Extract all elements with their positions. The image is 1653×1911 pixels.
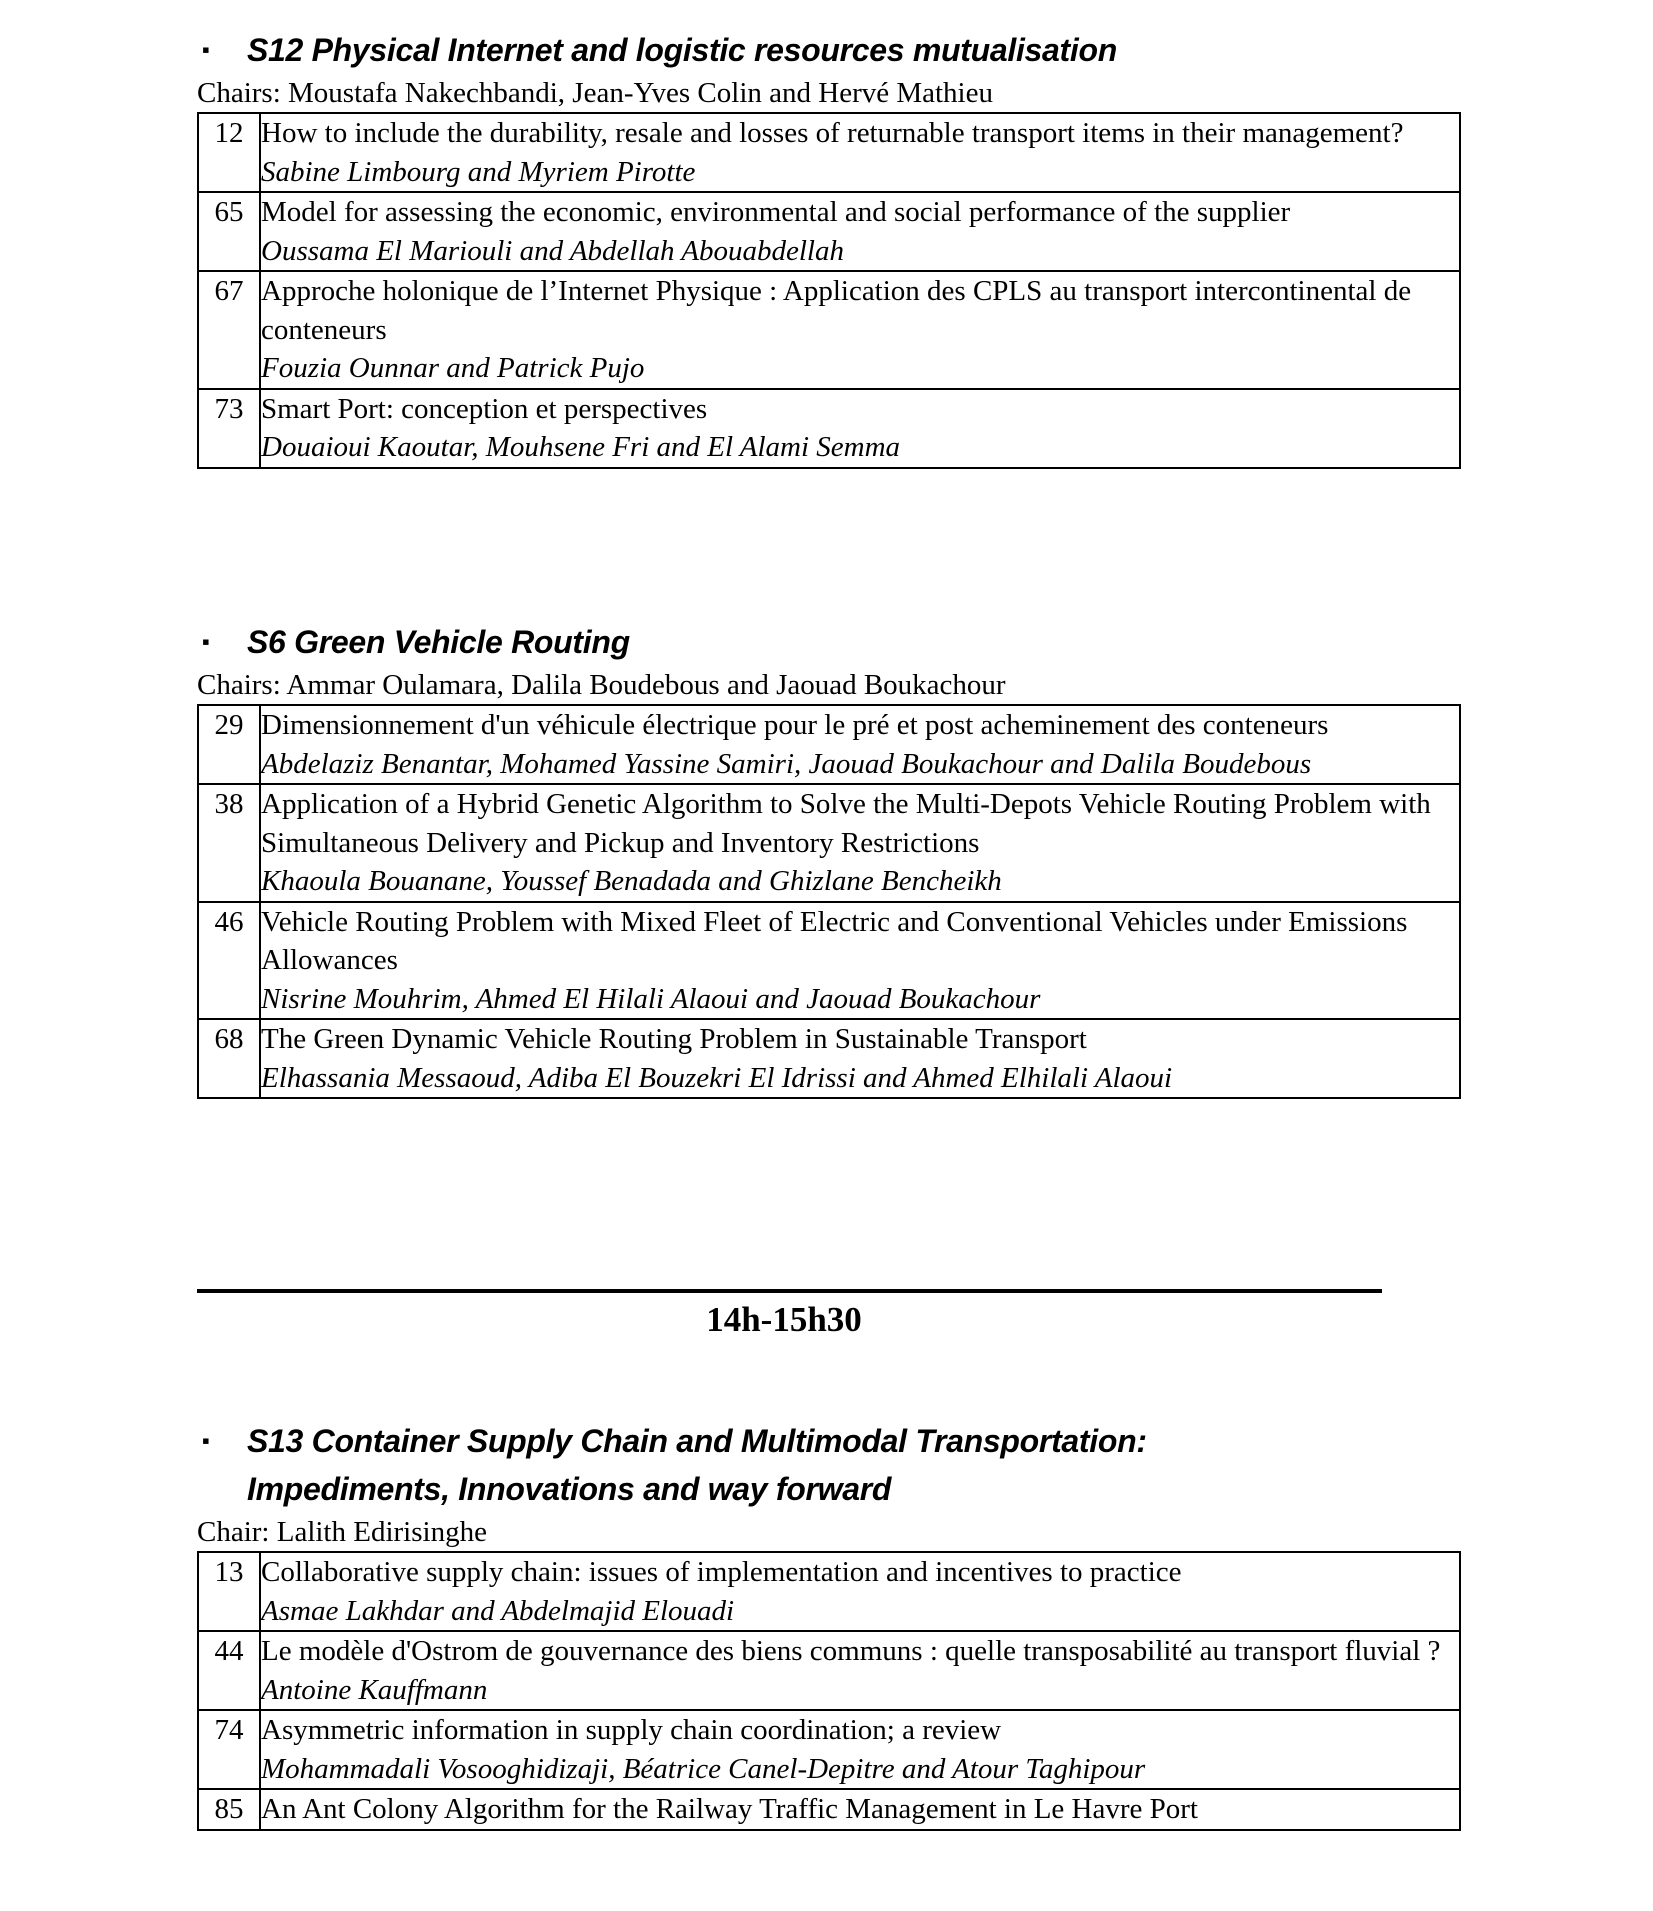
paper-title: Smart Port: conception et perspectives [261,392,708,425]
session-chairs: Chair: Lalith Edirisinghe [197,1516,487,1548]
paper-authors: Nisrine Mouhrim, Ahmed El Hilali Alaoui and Jaouad Boukachour [261,982,1041,1015]
paper-id: 67 [198,271,260,389]
paper-authors: Fouzia Ounnar and Patrick Pujo [261,352,645,384]
session-chairs: Chairs: Ammar Oulamara, Dalila Boudebous and Jaouad Boukachour [197,669,1006,701]
paper-cell [260,192,1460,271]
paper-authors: Douaioui Kaoutar, Mouhsene Fri and El Alami Semma [261,431,901,463]
paper-title: Approche holonique de l’Internet Physique : Application des CPLS au transport intercontinental de conteneurs [261,275,1412,346]
paper-title: Model for assessing the economic, environmental and social performance of the supplier [261,196,1291,228]
table-row [198,902,1460,1020]
paper-id: 68 [198,1019,260,1098]
paper-authors: Abdelaziz Benantar, Mohamed Yassine Samiri, Jaouad Boukachour and Dalila Boudebous [261,747,1312,780]
paper-id: 65 [198,192,260,271]
paper-id: 13 [198,1552,260,1631]
paper-authors: Mohammadali Vosooghidizaji, Béatrice Canel-Depitre and Atour Taghipour [261,1752,1146,1785]
paper-title: Collaborative supply chain: issues of implementation and incentives to practice [261,1556,1182,1588]
session-title [197,26,1461,74]
session-s12 [197,26,1461,469]
table-row [198,192,1460,271]
papers-table [197,704,1461,1099]
paper-id: 46 [198,902,260,1020]
papers-table [197,1551,1461,1831]
table-row [198,113,1460,192]
paper-cell [260,705,1460,784]
bullet-icon: ▪ [202,629,210,654]
session-title-text: S12 Physical Internet and logistic resources mutualisation [247,32,1117,68]
paper-cell [260,1631,1460,1710]
table-row [198,1710,1460,1789]
paper-authors: Asmae Lakhdar and Abdelmajid Elouadi [261,1594,735,1627]
table-row [198,784,1460,902]
paper-id: 85 [198,1789,260,1830]
session-s13 [197,1417,1461,1831]
paper-title: How to include the durability, resale and losses of returnable transport items in their management? [261,117,1404,149]
session-title [197,618,1461,666]
paper-title: Application of a Hybrid Genetic Algorithm to Solve the Multi-Depots Vehicle Routing Problem with Simultaneous Delivery and Pickup and Inventory Restrictions [261,788,1431,859]
paper-cell [260,1789,1460,1830]
paper-cell [260,1710,1460,1789]
session-title-line1: S13 Container Supply Chain and Multimodal Transportation: [247,1423,1147,1459]
bullet-icon: ▪ [202,37,210,62]
table-row [198,1019,1460,1098]
session-chairs: Chairs: Moustafa Nakechbandi, Jean-Yves Colin and Hervé Mathieu [197,77,993,109]
paper-id: 73 [198,389,260,468]
paper-title: The Green Dynamic Vehicle Routing Problem in Sustainable Transport [261,1023,1087,1055]
paper-cell [260,1552,1460,1631]
paper-authors: Sabine Limbourg and Myriem Pirotte [261,155,696,188]
paper-authors: Elhassania Messaoud, Adiba El Bouzekri El Idrissi and Ahmed Elhilali Alaoui [261,1061,1173,1094]
paper-title: Le modèle d'Ostrom de gouvernance des biens communs : quelle transposabilité au transport fluvial ? [261,1635,1441,1667]
session-title [197,1417,1461,1513]
table-row [198,1631,1460,1710]
papers-table [197,112,1461,469]
paper-cell [260,902,1460,1020]
session-title-text: S6 Green Vehicle Routing [247,624,630,660]
table-row [198,271,1460,389]
table-row [198,389,1460,468]
paper-title: An Ant Colony Algorithm for the Railway Traffic Management in Le Havre Port [261,1793,1198,1825]
paper-authors: Oussama El Mariouli and Abdellah Abouabdellah [261,234,844,267]
table-row [198,705,1460,784]
paper-authors: Antoine Kauffmann [261,1673,488,1706]
section-divider [197,1289,1382,1293]
paper-id: 38 [198,784,260,902]
session-title-line2: Impediments, Innovations and way forward [247,1471,892,1507]
session-s6 [197,618,1461,1099]
paper-title: Asymmetric information in supply chain coordination; a review [261,1714,1002,1746]
paper-cell [260,1019,1460,1098]
paper-authors: Khaoula Bouanane, Youssef Benadada and Ghizlane Bencheikh [261,865,1002,897]
paper-id: 29 [198,705,260,784]
paper-cell [260,271,1460,389]
paper-cell [260,389,1460,468]
paper-cell [260,784,1460,902]
paper-title: Dimensionnement d'un véhicule électrique pour le pré et post acheminement des conteneurs [261,709,1329,741]
paper-id: 74 [198,1710,260,1789]
bullet-icon: ▪ [202,1428,210,1453]
time-slot-heading: 14h-15h30 [706,1300,862,1339]
table-row [198,1552,1460,1631]
table-row [198,1789,1460,1830]
paper-title: Vehicle Routing Problem with Mixed Fleet of Electric and Conventional Vehicles under Emissions Allowances [261,905,1408,976]
paper-id: 12 [198,113,260,192]
paper-id: 44 [198,1631,260,1710]
paper-cell [260,113,1460,192]
